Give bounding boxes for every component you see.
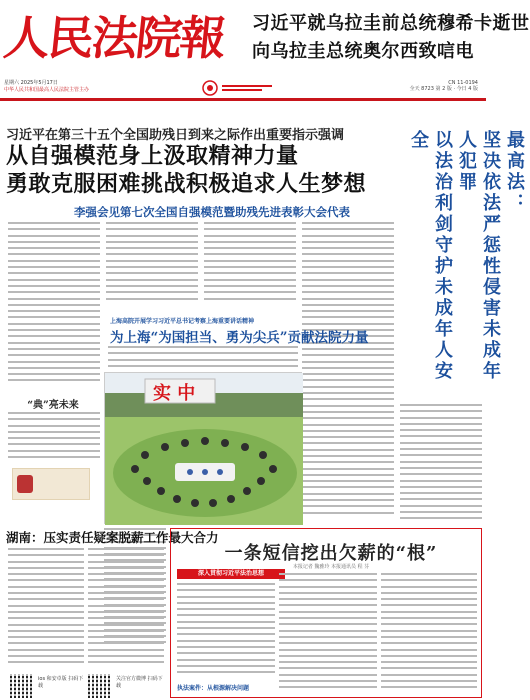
boxed-feature[interactable] [170,528,482,698]
left-subhead-body [8,412,100,464]
edition-line: CN 11-0194 [448,80,478,86]
lead-kicker: 习近平在第三十五个全国助残日到来之际作出重要指示强调 [6,128,345,143]
right-body-col [400,404,482,524]
promo-banner[interactable] [12,468,90,500]
publisher-line: 中华人民共和国最高人民法院主管主办 [4,87,90,93]
vbanner-line-2: 坚决依法严惩性侵害未成年人犯罪 [456,130,501,382]
masthead [0,0,530,98]
app-download-label: ios 和安卓版 扫码下载 [38,676,84,689]
lead-body-col-1 [8,222,100,390]
box-body-col-3 [381,573,477,693]
vbanner-line-1: 最高法： [504,130,525,214]
vertical-banner[interactable] [398,114,525,400]
newspaper-logo: 人民法院報 [1,11,227,65]
lead-body-col-2 [106,222,198,306]
feature-body [108,346,298,368]
vertical-banner-title [406,130,526,400]
box-body-col-1 [177,583,275,679]
feature-kicker: 上海高院开展学习习近平总书记考察上海重要讲话精神 [110,318,255,325]
lead-subtitle: 李强会见第七次全国自强模范暨助残先进表彰大会代表 [74,205,350,219]
boxed-feature-tag: 深入贯彻习近平法治思想 [177,569,285,579]
date-line: 星期六 2025年5月17日 [4,80,58,86]
hunan-body-col-1 [8,548,84,670]
boxed-feature-byline: 本报记者 魏雅玲 本报通讯员 程 芬 [292,564,370,570]
lead-body-col-4 [302,222,394,522]
top-headline-line-1: 习近平就乌拉圭前总统穆希卡逝世 [252,13,530,34]
feature-photo [104,372,302,524]
masthead-publisher [4,80,164,94]
hunan-headline[interactable]: 湖南：压实责任疑案脱薪工作最大合力 [6,530,219,545]
left-subhead[interactable]: “典”亮未来 [27,400,79,411]
weibo-label: 关注官方微博 扫码下载 [116,676,163,689]
contact-line: 全天 8723 第 2 版 · 今日 4 版 [409,86,478,92]
box-body-col-2 [279,573,377,693]
app-download-qr-icon[interactable] [10,674,34,698]
lead-headline-line-2: 勇敢克服困难挑战积极追求人生梦想 [6,171,367,197]
lead-headline-line-1: 从自强模范身上汲取精神力量 [6,143,299,169]
lead-headline[interactable] [6,142,396,198]
lead-body-col-3 [204,222,296,306]
promo-logo-icon [17,475,33,493]
boxed-feature-section-tag: 执法案件：从根源解决问题 [177,685,250,692]
masthead-rule [0,98,486,101]
vbanner-line-3: 以法治利剑守护未成年人安全 [408,130,453,382]
hunan-body-col-2 [88,548,164,668]
boxed-feature-headline: 一条短信挖出欠薪的“根” [224,543,438,564]
feature-headline[interactable]: 为上海“为国担当、勇为尖兵”贡献法院力量 [110,330,369,346]
top-headline-line-2: 向乌拉圭总统奥尔西致唁电 [252,41,474,62]
masthead-contact [268,80,478,92]
photo-caption: 实 中 [153,383,196,404]
top-headline[interactable] [252,10,530,66]
weibo-qr-icon[interactable] [88,674,112,698]
